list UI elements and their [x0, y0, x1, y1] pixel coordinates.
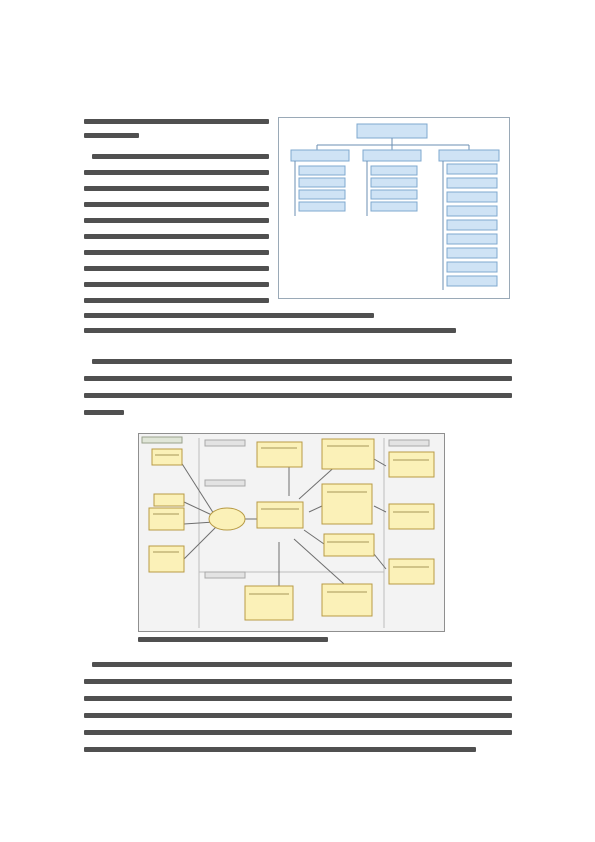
text-line [84, 298, 269, 303]
text-line [84, 119, 269, 124]
text-line [84, 170, 269, 175]
diagram-node [257, 502, 303, 528]
text-line [84, 713, 512, 718]
org-branch-box [291, 150, 349, 161]
diagram-node [152, 449, 182, 465]
text-line [84, 186, 269, 191]
text-line [84, 376, 512, 381]
text-line [84, 282, 269, 287]
text-line [84, 266, 269, 271]
diagram-node [389, 452, 434, 477]
text-line [84, 328, 456, 333]
text-line [92, 662, 512, 667]
diagram-node [154, 494, 184, 506]
org-branch-box [439, 150, 499, 161]
diagram-node [209, 508, 245, 530]
text-line [84, 679, 512, 684]
org-branch-box [363, 150, 421, 161]
text-line [84, 313, 374, 318]
diagram-node [322, 439, 374, 469]
diagram-node [257, 442, 302, 467]
text-line [92, 154, 269, 159]
org-chart-figure [278, 117, 510, 299]
text-line [84, 250, 269, 255]
diagram-node [389, 504, 434, 529]
org-chart-graphic [279, 118, 509, 298]
text-line [84, 410, 124, 415]
diagram-graphic [139, 434, 444, 631]
text-line [84, 730, 512, 735]
text-line [138, 637, 328, 642]
diagram-node [324, 534, 374, 556]
diagram-node [322, 484, 372, 524]
text-line [92, 359, 512, 364]
text-line [84, 234, 269, 239]
diagram-node [389, 559, 434, 584]
text-line [84, 133, 139, 138]
text-line [84, 202, 269, 207]
text-line [84, 696, 512, 701]
text-line [84, 747, 476, 752]
diagram-node [149, 508, 184, 530]
text-line [84, 218, 269, 223]
diagram-node [245, 586, 293, 620]
diagram-node [322, 584, 372, 616]
org-root-box [357, 124, 427, 138]
diagram-figure [138, 433, 445, 632]
text-line [84, 393, 512, 398]
diagram-node [149, 546, 184, 572]
